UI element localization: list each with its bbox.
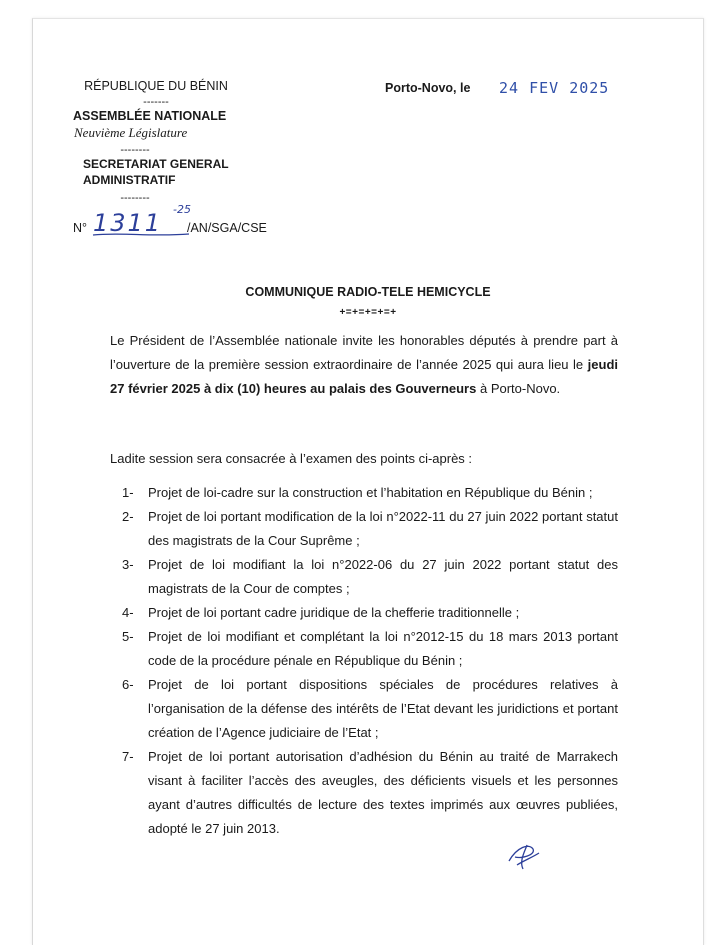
point-text: Projet de loi portant dispositions spéciales de procédures relatives à l’organisation de la défense des intérêts de l’Etat devant les juridictions et portant création de l’Agence judiciaire de l’Etat ; xyxy=(148,677,618,740)
point-text: Projet de loi portant modification de la loi n°2022-11 du 27 juin 2022 portant statut des magistrats de la Cour Suprême ; xyxy=(148,509,618,548)
point-number: 5- xyxy=(122,629,134,644)
assembly-label: ASSEMBLÉE NATIONALE xyxy=(73,109,227,123)
point-text: Projet de loi modifiant la loi n°2022-06 du 27 juin 2022 portant statut des magistrats de la Cour de comptes ; xyxy=(148,557,618,596)
republic-label: RÉPUBLIQUE DU BÉNIN xyxy=(84,79,228,93)
list-item xyxy=(110,505,618,553)
separator: -------- xyxy=(120,144,150,156)
intro-text-1: Le Président de l’Assemblée nationale invite les honorables députés à prendre part à l’ouverture de la première session extraordinaire de l’année 2025 qui aura lieu le xyxy=(110,333,618,372)
secretariat-label-line1: SECRETARIAT GENERAL xyxy=(83,157,229,171)
document-page xyxy=(32,18,704,945)
initials-signature-icon xyxy=(503,839,543,875)
title-ornament: +=+=+=+=+ xyxy=(339,307,397,318)
point-text: Projet de loi portant autorisation d’adhésion du Bénin au traité de Marrakech visant à faciliter l’accès des aveugles, des déficients visuels et les personnes ayant d’autres difficultés de lecture des textes imprimés aux œuvres publiées, adopté le 27 juin 2013. xyxy=(148,749,618,836)
underline-stroke xyxy=(91,231,191,239)
point-number: 1- xyxy=(122,485,134,500)
intro-paragraph xyxy=(110,329,618,401)
points-list xyxy=(110,481,618,841)
intro-text-bold: jeudi 27 février 2025 à dix (10) heures au palais des Gouverneurs xyxy=(110,357,618,396)
list-item xyxy=(110,601,618,625)
place-label: Porto-Novo, le xyxy=(385,81,471,95)
list-item xyxy=(110,481,618,505)
point-number: 2- xyxy=(122,509,134,524)
point-text: Projet de loi-cadre sur la construction et l’habitation en République du Bénin ; xyxy=(148,485,593,500)
ref-number-handwritten: 1311 xyxy=(93,209,163,237)
secretariat-label-line2: ADMINISTRATIF xyxy=(83,173,176,187)
reference-number xyxy=(73,203,333,239)
points-intro: Ladite session sera consacrée à l’examen des points ci-après : xyxy=(110,451,473,466)
point-text: Projet de loi modifiant et complétant la loi n°2012-15 du 18 mars 2013 portant code de la procédure pénale en République du Bénin ; xyxy=(148,629,618,668)
point-number: 4- xyxy=(122,605,134,620)
legislature-label: Neuvième Législature xyxy=(74,125,188,140)
ref-suffix: /AN/SGA/CSE xyxy=(187,221,267,235)
list-item xyxy=(110,553,618,601)
point-text: Projet de loi portant cadre juridique de la chefferie traditionnelle ; xyxy=(148,605,520,620)
list-item xyxy=(110,625,618,673)
list-item xyxy=(110,745,618,841)
ref-prefix: N° xyxy=(73,221,88,235)
separator: ------- xyxy=(143,96,169,108)
point-number: 6- xyxy=(122,677,134,692)
communique-title: COMMUNIQUE RADIO-TELE HEMICYCLE xyxy=(245,285,491,299)
separator: -------- xyxy=(120,192,150,204)
point-number: 7- xyxy=(122,749,134,764)
date-stamp: 24 FEV 2025 xyxy=(499,79,610,97)
point-number: 3- xyxy=(122,557,134,572)
list-item xyxy=(110,673,618,745)
intro-text-2: à Porto-Novo. xyxy=(476,381,561,396)
ref-superscript-handwritten: -25 xyxy=(173,203,191,216)
